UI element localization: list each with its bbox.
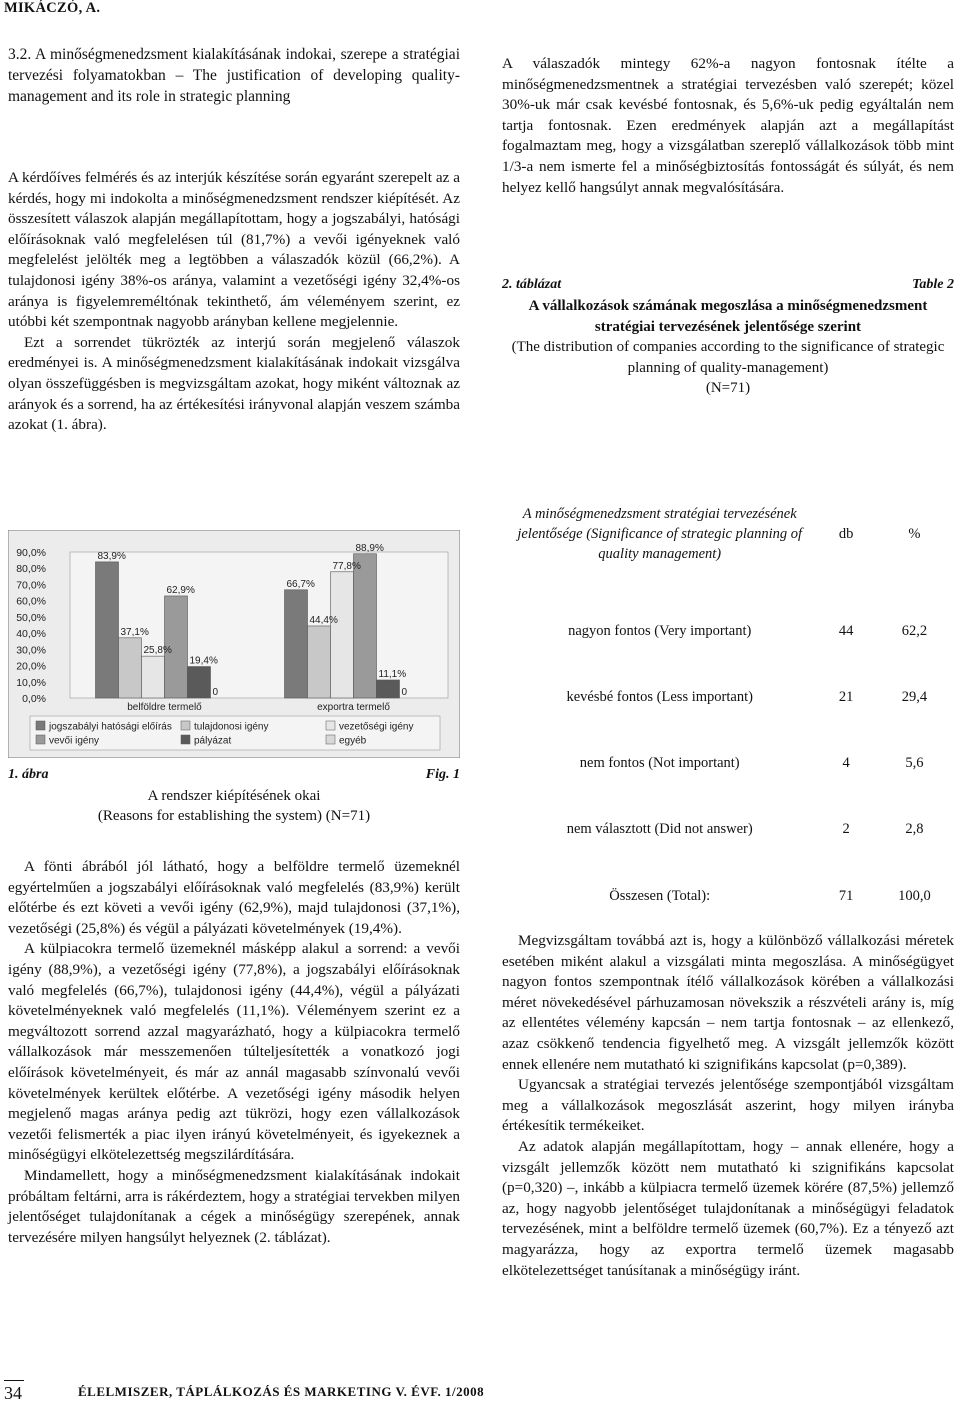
bar-value-label: 88,9% xyxy=(355,542,384,554)
figure-label xyxy=(8,767,460,783)
table-row xyxy=(502,730,954,796)
paragraph: A fönti ábrából jól látható, hogy a belföldre termelő üzemeknél egyértelműen a jogszabályi előírásoknak való megfelelés (83,9%) került előtérbe és ezt követi a vevői igény (62,9%), majd tulajdonosi (37,1%), vezetőségi (25,8%) és végül a pályázati követelmények (19,4%). xyxy=(8,858,460,937)
y-tick-label: 20,0% xyxy=(16,660,46,673)
paragraph: A kérdőíves felmérés és az interjúk készítése során egyaránt szerepelt az a kérdés, hogy mi indokolta a minőségmenedzsment rendszer kiépítését. Az összesített válaszok alapján megállapítottam, hogy a jogszabályi, hatósági előírásoknak való megfelelésen túl (81,7%) a vevői igényeknek való megfelelést jelölték meg a legtöbben a válaszadók közül (66,2%). A tulajdonosi igény 38%-os aránya, valamint a vezetőségi igény 32,4%-os aránya is figyelemreméltónak tekinthető, ám véleményem szerint, ez utóbbi két szempontnak nagyobb arányban kellene megjelennie. xyxy=(8,169,460,331)
table-label xyxy=(502,277,954,293)
category-label: belföldre termelő xyxy=(127,702,202,713)
bar xyxy=(188,667,211,698)
y-tick-label: 80,0% xyxy=(16,563,46,576)
section-title: 3.2. A minőségmenedzsment kialakításának indokai, szerepe a stratégiai tervezési folyamatokban – The justification of developing quality-management and its role in strategic planning xyxy=(8,46,460,105)
row-label: nem választott (Did not answer) xyxy=(566,820,753,837)
bar xyxy=(119,638,142,698)
footer-rule xyxy=(4,1380,24,1381)
journal-title: ÉLELMISZER, TÁPLÁLKOZÁS ÉS MARKETING V. ÉVF. 1/2008 xyxy=(78,1384,485,1399)
paragraph: Mindamellett, hogy a minőségmenedzsment kialakításának indokait próbáltam feltárni, arra is rákérdeztem, hogy a stratégiai tervekben milyen jelentőséget tulajdonítanak a cégek a minőségügy szerepének, annak tervezésére milyen hangsúlyt helyeznek (2. táblázat). xyxy=(8,1166,460,1246)
bar-value-label: 37,1% xyxy=(120,626,149,638)
bar-value-label: 11,1% xyxy=(378,668,407,680)
table-title-en: (The distribution of companies according to the significance of strategic planning of quality-management) xyxy=(511,339,945,376)
page-number: 34 xyxy=(4,1383,22,1403)
left-column-bottom xyxy=(8,857,460,1248)
legend-swatch xyxy=(326,735,335,744)
legend-label: pályázat xyxy=(194,735,232,747)
paragraph: Megvizsgáltam továbbá azt is, hogy a különböző vállalkozási méretek esetében miként alakul a vizsgálati minta megoszlása. A minőségügyet nagyon fontos szempontnak ítélő vállalkozások körében a vállalkozási méret növekedésével párhuzamosan növekszik a részvételi arány is, míg az ellentétes vélemény kapcsán – nem tartja fontosnak – az ellenkező, azaz csökkenő tendencia figyelhető meg. A vizsgált jellemzők között ennek ellenére nem mutatható ki szignifikáns kapcsolat (p=0,389). xyxy=(502,932,954,1073)
row-percent: 5,6 xyxy=(905,754,924,771)
bar xyxy=(331,572,354,698)
row-label: nagyon fontos (Very important) xyxy=(568,622,752,639)
figure-label-en: Fig. 1 xyxy=(425,767,460,782)
table-header-row xyxy=(502,470,954,598)
bar-value-label: 0 xyxy=(401,687,408,698)
running-head: MIKÁCZÓ, A. xyxy=(4,0,101,16)
y-tick-label: 70,0% xyxy=(16,579,46,592)
left-column-top xyxy=(8,168,460,436)
row-percent: 29,4 xyxy=(901,688,928,705)
y-tick-label: 10,0% xyxy=(16,676,46,689)
y-tick-label: 0,0% xyxy=(22,693,46,705)
table-n: (N=71) xyxy=(705,380,751,396)
bar-value-label: 62,9% xyxy=(166,584,195,596)
row-percent: 100,0 xyxy=(898,887,931,904)
figure-label-hu: 1. ábra xyxy=(8,767,49,782)
legend-label: vezetőségi igény xyxy=(339,721,414,733)
table-title-hu: A vállalkozások számának megoszlása a minőségmenedzsment stratégiai tervezésének jelentősége szerint xyxy=(528,298,928,335)
row-label: kevésbé fontos (Less important) xyxy=(566,688,753,705)
row-label: Összesen (Total): xyxy=(609,887,711,904)
y-tick-label: 30,0% xyxy=(16,644,46,657)
legend-swatch xyxy=(181,735,190,744)
bar xyxy=(142,656,165,698)
bar-value-label: 83,9% xyxy=(97,550,126,562)
bar-value-label: 0 xyxy=(212,687,219,698)
table-row-total xyxy=(502,862,954,930)
legend-label: jogszabályi hatósági előírás xyxy=(49,721,172,733)
paragraph: A külpiacokra termelő üzemeknél másképp alakul a sorrend: a vevői igény (88,9%), a vezetőségi igény (77,8%), a jogszabályi előírásoknak való megfelelés (66,7%), tulajdonosi igény (44,4%), végül a pályázati követelményeknek való megfelelés (11,1%). Véleményem szerint ez a megváltozott sorrend azzal magyarázható, hogy a külpiacokra termelő vállalkozások már messzemenően túlteljesítették a vonatkozó jogi előírások követelményeit, és már az annál magasabb színvonalú vevői követelmények kerültek előtérbe. A vezetőségi igény második helyen megjelenő magas aránya pedig azt tükrözi, hogy ezen vállalkozások vezetői felismerték a piac ilyen irányú követelményeit, és igyekeznek a minőségügyi elkötelezettség megszilárdítására. xyxy=(8,940,460,1164)
figure-title-hu: A rendszer kiépítésének okai xyxy=(147,788,321,804)
right-column-bottom xyxy=(502,931,954,1281)
legend-swatch xyxy=(36,721,45,730)
paragraph: Az adatok alapján megállapítottam, hogy – annak ellenére, hogy a vizsgált jellemzők között nem mutatható ki szignifikáns kapcsolat (p=0,320) –, inkább a külpiacra termelő üzemek körére (87,5%) jellemző az, hogy nagyobb jelentőséget tulajdonítanak a minőségügyi feladatok tervezésének, mint a belföldre termelő üzemek (60,7%). Ez a tényező azt magyarázza, hogy az exportra termelő üzemek magasabb elkötelezettséget tanúsítanak a minőségügy iránt. xyxy=(502,1137,954,1279)
bar-value-label: 66,7% xyxy=(286,578,315,590)
paragraph: Ezt a sorrendet tükrözték az interjú során megjelenő válaszok eredményei is. A minőségmenedzsment kialakításának indokait vizsgálva olyan összefüggésben is megvizsgáltam azokat, hogy miként változnak az arányok és a sorrend, ha az értékesítési irányvonal alapján veszem számba azokat (1. ábra). xyxy=(8,333,460,434)
header-percent: % xyxy=(908,525,921,542)
legend-swatch xyxy=(36,735,45,744)
paragraph: Ugyancsak a stratégiai tervezés jelentősége szempontjából vizsgáltam meg a vállalkozások megoszlását aszerint, hogy milyen irányba értékesítik termékeiket. xyxy=(502,1076,954,1135)
row-db: 4 xyxy=(842,754,850,771)
y-tick-label: 90,0% xyxy=(16,547,46,559)
bar-chart xyxy=(8,530,460,758)
figure-title-en: (Reasons for establishing the system) (N=71) xyxy=(97,808,371,824)
bar-value-label: 77,8% xyxy=(332,560,361,572)
bar xyxy=(354,554,377,698)
bar xyxy=(285,590,308,698)
legend-swatch xyxy=(326,721,335,730)
bar-value-label: 19,4% xyxy=(189,655,218,667)
legend-swatch xyxy=(181,721,190,730)
header-significance: A minőségmenedzsment stratégiai tervezésének jelentősége (Significance of strategic planning of quality management) xyxy=(517,506,803,562)
bar xyxy=(96,562,119,698)
right-column-top xyxy=(502,54,954,198)
bar xyxy=(308,626,331,698)
legend-label: egyéb xyxy=(339,735,367,747)
table-row xyxy=(502,796,954,862)
table-label-en: Table 2 xyxy=(912,277,954,292)
table-row xyxy=(502,598,954,664)
paragraph: A válaszadók mintegy 62%-a nagyon fontosnak ítélte a minőségmenedzsmentnek a stratégiai tervezésben való szerepét; közel 30%-uk már csak kevésbé fontosnak, és 5,6%-uk pedig egyáltalán nem tartja fontosnak. Ezen eredmények alapján azt a megállapítást fogalmaztam meg, hogy a vizsgálatban szereplő vállalkozások több mint 1/3-a nem ismerte fel a minőségbiztosítás fontosságát és súlyát, és nem helyez kellő hangsúlyt annak megvalósítására. xyxy=(502,55,954,196)
legend-label: vevői igény xyxy=(49,735,100,747)
legend-label: tulajdonosi igény xyxy=(194,721,269,733)
y-tick-label: 50,0% xyxy=(16,611,46,624)
header-db: db xyxy=(838,525,854,542)
row-percent: 2,8 xyxy=(905,820,924,837)
bar-value-label: 44,4% xyxy=(309,614,338,626)
row-db: 44 xyxy=(838,622,854,639)
row-label: nem fontos (Not important) xyxy=(579,754,740,771)
category-label: exportra termelő xyxy=(317,702,390,713)
bar xyxy=(377,680,400,698)
y-tick-label: 60,0% xyxy=(16,595,46,608)
significance-table xyxy=(502,470,954,930)
bar-value-label: 25,8% xyxy=(143,645,172,657)
table-title xyxy=(502,296,954,399)
table-row xyxy=(502,664,954,730)
row-percent: 62,2 xyxy=(901,622,928,639)
figure-title xyxy=(8,786,460,826)
row-db: 21 xyxy=(838,688,854,705)
y-tick-label: 40,0% xyxy=(16,628,46,641)
row-db: 2 xyxy=(842,820,850,837)
row-db: 71 xyxy=(838,887,854,904)
table-label-hu: 2. táblázat xyxy=(502,277,562,292)
